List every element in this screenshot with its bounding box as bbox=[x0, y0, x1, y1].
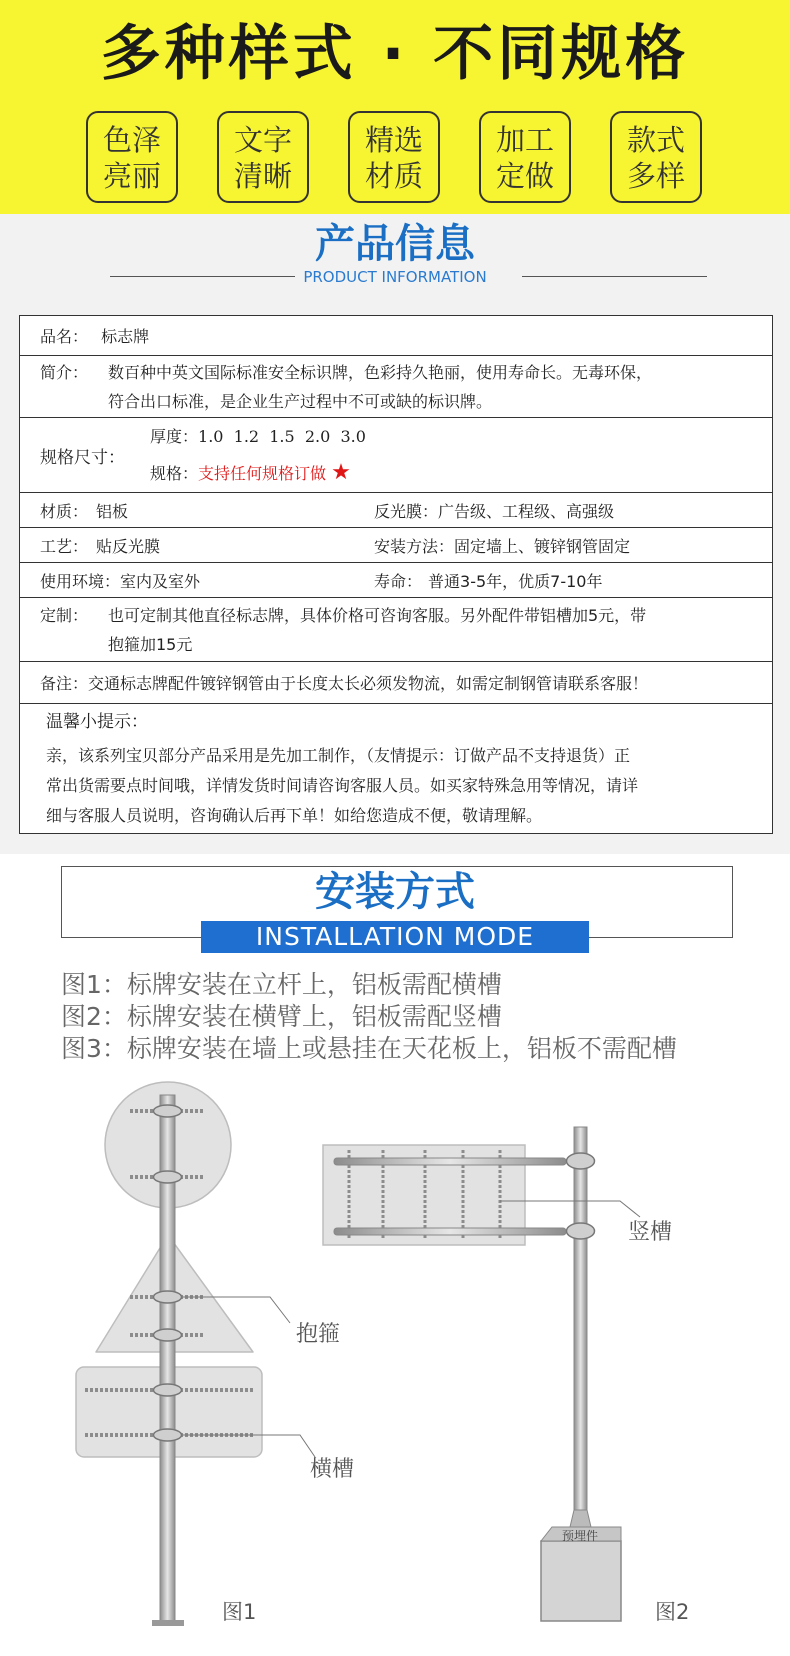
note-value: 交通标志牌配件镀锌钢管由于长度太长必须发物流，如需定制钢管请联系客服！ bbox=[88, 674, 649, 693]
env-value: 室内及室外 bbox=[120, 571, 201, 591]
tips-text: 细与客服人员说明，咨询确认后再下单！如给您造成不便，敬请理解。 bbox=[46, 805, 543, 825]
embedded-base bbox=[541, 1541, 621, 1621]
feature-line: 多样 bbox=[626, 159, 685, 193]
feature-line: 加工 bbox=[495, 123, 554, 157]
craft-value: 贴反光膜 bbox=[96, 536, 161, 556]
table-row bbox=[20, 662, 773, 704]
table-row bbox=[20, 418, 773, 493]
table-row bbox=[20, 528, 773, 563]
material-value: 铝板 bbox=[96, 501, 129, 521]
intro-text: 符合出口标准，是企业生产过程中不可或缺的标识牌。 bbox=[108, 391, 493, 411]
film-label: 反光膜： bbox=[374, 501, 439, 521]
tips-title: 温馨小提示： bbox=[46, 711, 148, 732]
feature-line: 材质 bbox=[364, 159, 423, 193]
pole bbox=[574, 1127, 587, 1527]
feature-line: 文字 bbox=[233, 123, 292, 157]
cross-arm bbox=[334, 1228, 566, 1235]
base-label: 预埋件 bbox=[562, 1529, 599, 1543]
feature-line: 清晰 bbox=[233, 159, 292, 193]
install-value: 固定墙上、镀锌钢管固定 bbox=[454, 536, 631, 556]
size-label: 规格尺寸： bbox=[40, 447, 125, 468]
installation-line: 图2：标牌安装在横臂上，铝板需配竖槽 bbox=[61, 1002, 502, 1031]
table-row bbox=[20, 704, 773, 834]
custom-text: 也可定制其他直径标志牌，具体价格可咨询客服。另外配件带铝槽加5元，带 bbox=[108, 605, 647, 625]
intro-label: 简介： bbox=[40, 362, 89, 382]
installation-title: 安装方式 bbox=[315, 868, 475, 915]
figure-1 bbox=[76, 1082, 354, 1626]
life-value: 普通3-5年，优质7-10年 bbox=[428, 571, 603, 591]
spec-table bbox=[19, 315, 773, 834]
table-row bbox=[20, 598, 773, 662]
vertical-rail-label: 竖槽 bbox=[628, 1220, 673, 1245]
craft-label: 工艺： bbox=[40, 536, 89, 556]
table-row bbox=[20, 316, 773, 356]
rail-label: 横槽 bbox=[310, 1457, 355, 1482]
installation-line: 图3：标牌安装在墙上或悬挂在天花板上，铝板不需配槽 bbox=[61, 1034, 677, 1063]
spec-value: 支持任何规格订做 bbox=[198, 463, 327, 483]
thickness-value: 1.0 1.2 1.5 2.0 3.0 bbox=[198, 426, 366, 446]
tips-text: 常出货需要点时间哦，详情发货时间请咨询客服人员。如买家特殊急用等情况，请详 bbox=[46, 775, 639, 795]
feature-line: 亮丽 bbox=[102, 159, 161, 193]
pole-foot bbox=[570, 1510, 591, 1527]
note-label: 备注： bbox=[40, 674, 89, 693]
material-label: 材质： bbox=[40, 501, 89, 521]
hero-title: 多种样式 · 不同规格 bbox=[100, 19, 690, 89]
feature-line: 精选 bbox=[364, 123, 423, 157]
installation-subtitle: INSTALLATION MODE bbox=[201, 921, 589, 953]
custom-label: 定制： bbox=[40, 605, 89, 625]
film-value: 广告级、工程级、高强级 bbox=[438, 501, 615, 521]
table-row bbox=[20, 493, 773, 528]
tips-text: 亲，该系列宝贝部分产品采用是先加工制作，（友情提示：订做产品不支持退货）正 bbox=[46, 745, 631, 765]
feature-badge bbox=[479, 111, 571, 203]
feature-line: 定做 bbox=[495, 159, 554, 193]
figure-2-caption: 图2 bbox=[655, 1600, 690, 1624]
table-row bbox=[20, 563, 773, 598]
thickness-label: 厚度： bbox=[150, 426, 199, 446]
feature-line: 款式 bbox=[626, 123, 685, 157]
intro-text: 数百种中英文国际标准安全标识牌，色彩持久艳丽，使用寿命长。无毒环保， bbox=[108, 362, 653, 382]
feature-line: 色泽 bbox=[102, 123, 161, 157]
name-label: 品名： bbox=[40, 327, 89, 346]
figure-1-caption: 图1 bbox=[222, 1600, 257, 1624]
product-info-title: 产品信息 bbox=[315, 220, 475, 267]
name-value: 标志牌 bbox=[101, 327, 150, 346]
feature-badge bbox=[86, 111, 178, 203]
custom-text: 抱箍加15元 bbox=[108, 634, 193, 654]
table-row bbox=[20, 356, 773, 418]
star-icon: ★ bbox=[331, 459, 351, 485]
life-label: 寿命： bbox=[374, 571, 423, 591]
clamp-label: 抱箍 bbox=[296, 1322, 341, 1347]
figure-2 bbox=[323, 1127, 689, 1624]
install-label: 安装方法： bbox=[374, 536, 455, 556]
spec-label: 规格： bbox=[150, 463, 199, 483]
pole-base bbox=[152, 1620, 184, 1626]
product-info-subtitle: PRODUCT INFORMATION bbox=[303, 268, 487, 286]
installation-diagram bbox=[0, 1065, 790, 1655]
installation-line: 图1：标牌安装在立杆上，铝板需配横槽 bbox=[61, 970, 502, 999]
feature-badge bbox=[348, 111, 440, 203]
env-label: 使用环境： bbox=[40, 571, 121, 591]
feature-badge bbox=[610, 111, 702, 203]
feature-badge bbox=[217, 111, 309, 203]
cross-arm bbox=[334, 1158, 566, 1165]
